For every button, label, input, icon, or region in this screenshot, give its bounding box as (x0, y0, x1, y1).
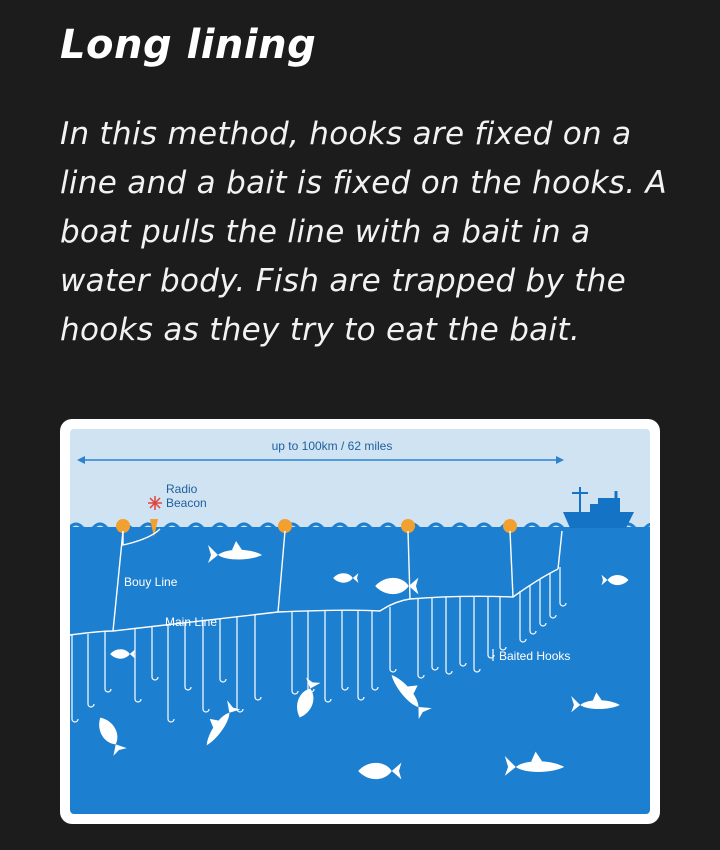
page-title: Long lining (60, 22, 317, 68)
diagram-card (60, 419, 660, 824)
description-paragraph: In this method, hooks are fixed on a line and a bait is fixed on the hooks. A boat pulls the line with a bait in a water body. Fish are trapped by the hooks as they try to eat the bait. (60, 116, 668, 348)
beacon-label: Beacon (166, 496, 207, 510)
longline-diagram (60, 419, 660, 824)
water-area (70, 527, 650, 817)
radio-label: Radio (166, 482, 198, 496)
buoy-2 (278, 519, 292, 533)
radio-beacon-icon (148, 496, 162, 510)
buoy-3 (401, 519, 415, 533)
main-line-label: Main Line (165, 615, 218, 629)
bouy-line-label: Bouy Line (124, 575, 178, 589)
buoy-4 (503, 519, 517, 533)
buoy-1 (116, 519, 130, 533)
distance-label: up to 100km / 62 miles (271, 439, 393, 453)
baited-hooks-label: Baited Hooks (499, 649, 571, 663)
